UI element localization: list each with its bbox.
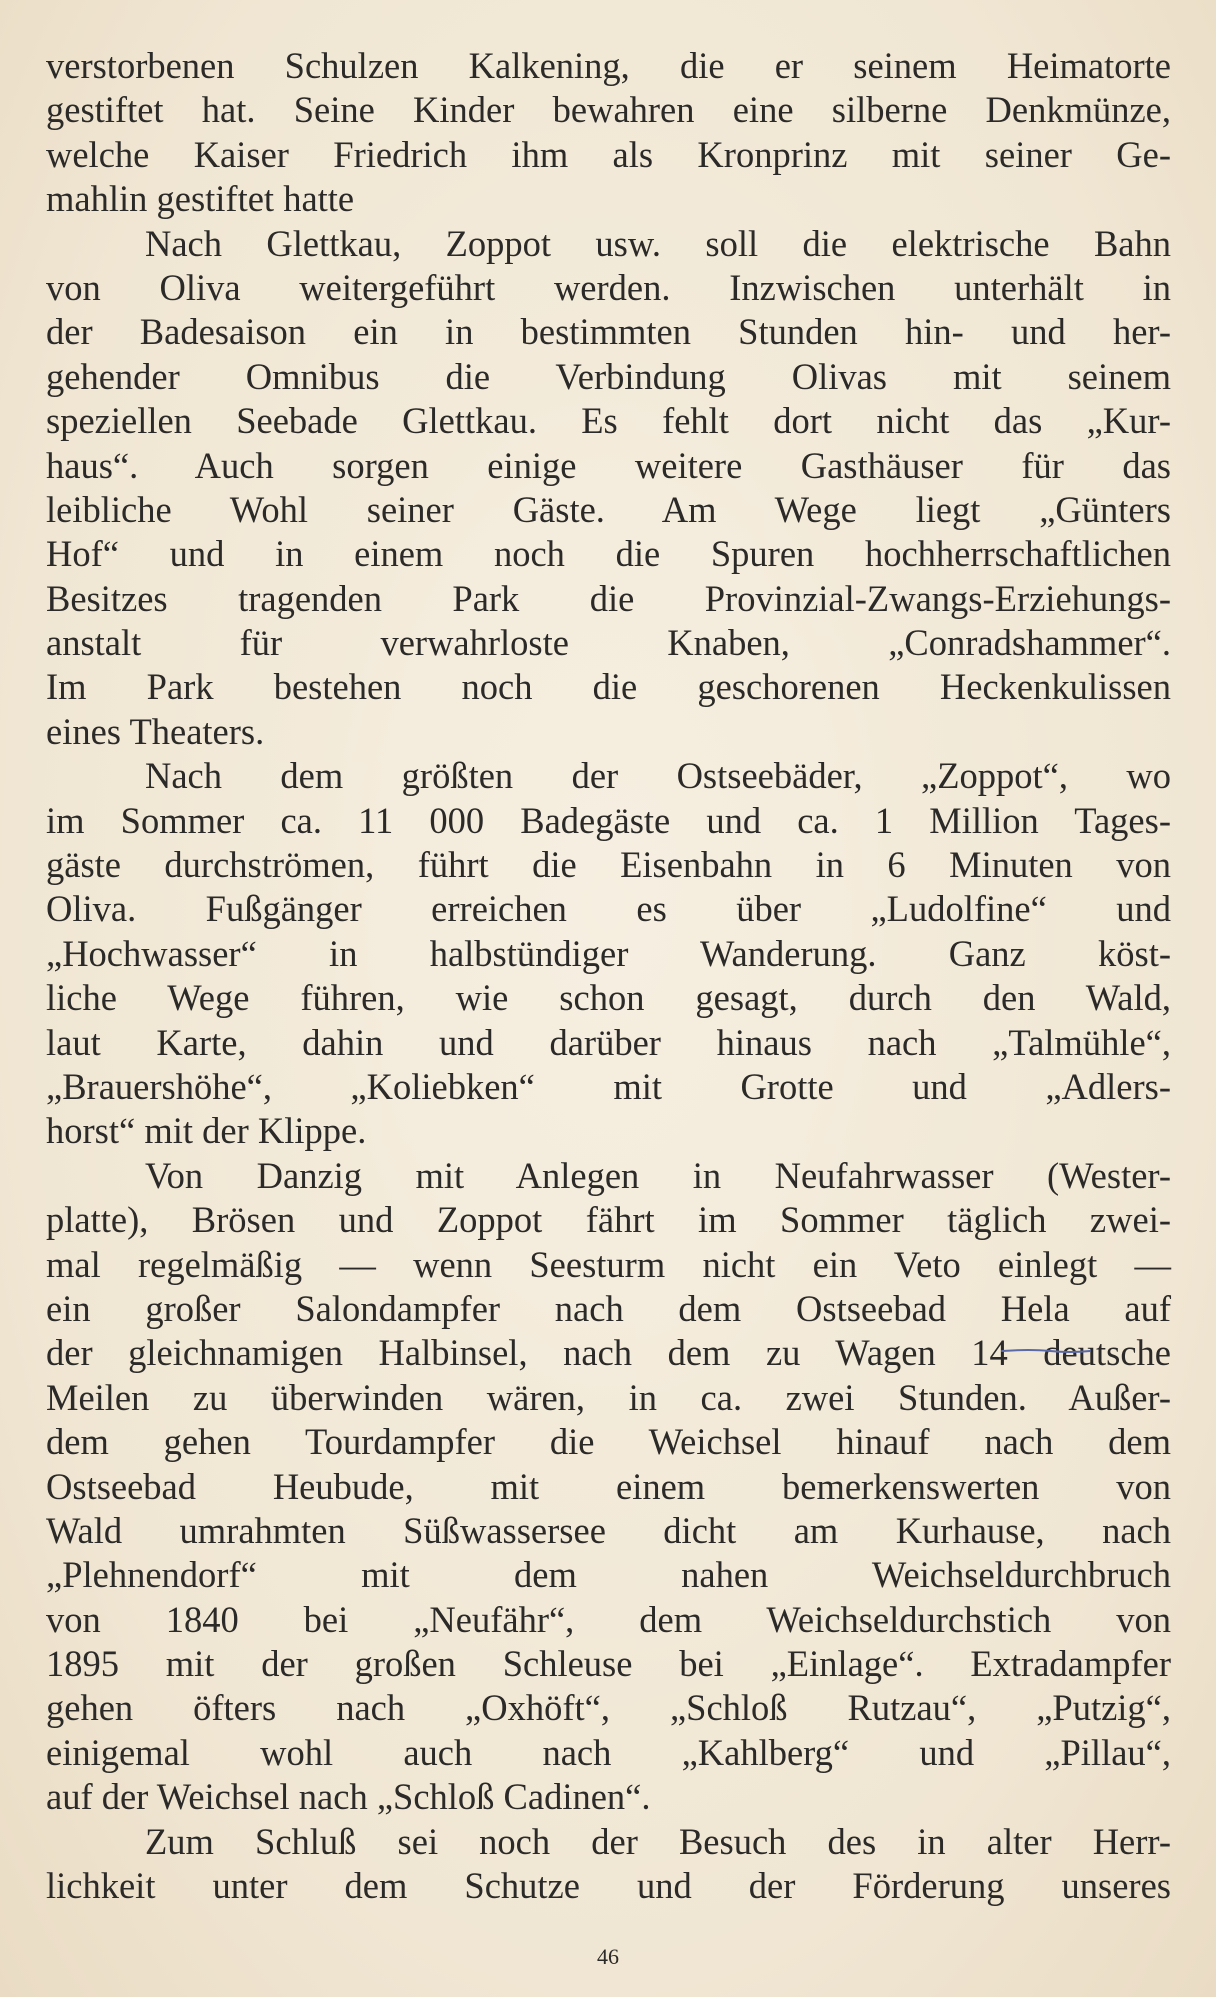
text-line: mal regelmäßig — wenn Seesturm nicht ein Veto einlegt — [46, 1243, 1171, 1285]
text-line: leibliche Wohl seiner Gäste. Am Wege liegt „Günters [46, 488, 1171, 530]
text-line: Im Park bestehen noch die geschorenen Heckenkulissen [46, 666, 1171, 708]
text-line: lichkeit unter dem Schutze und der Förderung unseres [46, 1865, 1171, 1907]
text-line: der Badesaison ein in bestimmten Stunden hin- und her- [46, 311, 1171, 353]
text-line: im Sommer ca. 11 000 Badegäste und ca. 1 Million Tages- [46, 799, 1171, 841]
text-line: laut Karte, dahin und darüber hinaus nach „Talmühle“, [46, 1021, 1171, 1063]
text-line: mahlin gestiftet hatte [46, 178, 355, 220]
text-line: „Hochwasser“ in halbstündiger Wanderung. Ganz köst- [46, 932, 1171, 974]
text-line: 1895 mit der großen Schleuse bei „Einlage“. Extradampfer [46, 1643, 1171, 1685]
text-line: Nach dem größten der Ostseebäder, „Zoppot“, wo [145, 755, 1171, 797]
text-line: speziellen Seebade Glettkau. Es fehlt dort nicht das „Kur- [46, 400, 1171, 442]
text-line: anstalt für verwahrloste Knaben, „Conradshammer“. [46, 622, 1171, 664]
text-line: gehen öfters nach „Oxhöft“, „Schloß Rutzau“, „Putzig“, [46, 1687, 1171, 1729]
text-line: von Oliva weitergeführt werden. Inzwischen unterhält in [46, 266, 1171, 308]
text-line: gehender Omnibus die Verbindung Olivas mit seinem [46, 355, 1171, 397]
hela-underline-mark [1000, 1348, 1092, 1354]
body-text [46, 44, 1171, 1908]
text-line: Besitzes tragenden Park die Provinzial-Zwangs-Erziehungs- [46, 577, 1171, 619]
text-line: Wald umrahmten Süßwassersee dicht am Kurhause, nach [46, 1509, 1171, 1551]
text-line: Von Danzig mit Anlegen in Neufahrwasser (Wester- [145, 1154, 1171, 1196]
text-line: haus“. Auch sorgen einige weitere Gasthäuser für das [46, 444, 1171, 486]
page-number: 46 [597, 1944, 619, 1969]
text-line: einigemal wohl auch nach „Kahlberg“ und „Pillau“, [46, 1731, 1171, 1773]
text-line: gestiftet hat. Seine Kinder bewahren eine silberne Denkmünze, [46, 89, 1171, 131]
text-line: Hof“ und in einem noch die Spuren hochherrschaftlichen [46, 533, 1171, 575]
text-line: „Plehnendorf“ mit dem nahen Weichseldurchbruch [46, 1554, 1171, 1596]
text-line: gäste durchströmen, führt die Eisenbahn in 6 Minuten von [46, 844, 1171, 886]
text-line: Oliva. Fußgänger erreichen es über „Ludolfine“ und [46, 888, 1171, 930]
text-line: eines Theaters. [46, 710, 265, 752]
text-line: Nach Glettkau, Zoppot usw. soll die elektrische Bahn [145, 222, 1171, 264]
text-line: verstorbenen Schulzen Kalkening, die er seinem Heimatorte [46, 45, 1171, 86]
text-line: der gleichnamigen Halbinsel, nach dem zu Wagen 14 deutsche [46, 1332, 1171, 1374]
text-line: dem gehen Tourdampfer die Weichsel hinauf nach dem [46, 1421, 1171, 1463]
text-line: platte), Brösen und Zoppot fährt im Sommer täglich zwei- [46, 1199, 1171, 1241]
text-line: liche Wege führen, wie schon gesagt, durch den Wald, [46, 977, 1171, 1019]
text-line: Zum Schluß sei noch der Besuch des in alter Herr- [145, 1820, 1171, 1862]
text-line: „Brauershöhe“, „Koliebken“ mit Grotte und „Adlers- [46, 1065, 1171, 1107]
text-line: Meilen zu überwinden wären, in ca. zwei Stunden. Außer- [46, 1376, 1171, 1418]
text-line: welche Kaiser Friedrich ihm als Kronprinz mit seiner Ge- [46, 133, 1171, 175]
text-line: horst“ mit der Klippe. [46, 1110, 367, 1152]
text-line: auf der Weichsel nach „Schloß Cadinen“. [46, 1776, 651, 1818]
text-line: ein großer Salondampfer nach dem Ostseebad Hela auf [46, 1287, 1171, 1329]
text-line: Ostseebad Heubude, mit einem bemerkenswerten von [46, 1465, 1171, 1507]
text-line: von 1840 bei „Neufähr“, dem Weichseldurchstich von [46, 1598, 1171, 1640]
